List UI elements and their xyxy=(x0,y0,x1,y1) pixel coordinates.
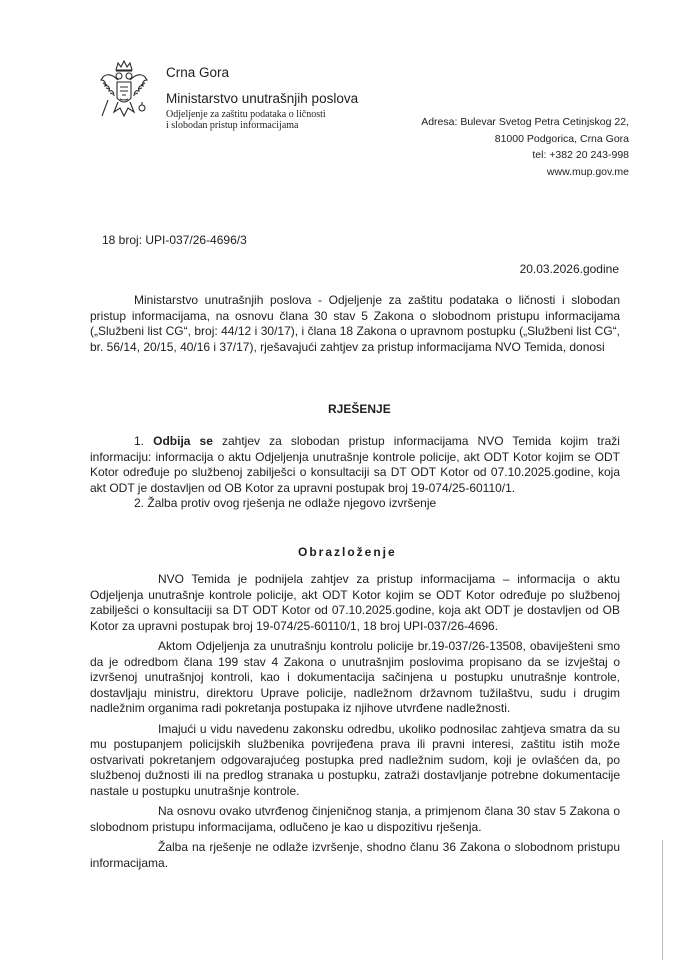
decision-1-number: 1. xyxy=(134,434,145,448)
decision-1-text: zahtjev za slobodan pristup informacijama NVO Temida kojim traži informaciju: informacija o aktu Odjeljenja unutrašnje kontrole policije, akt ODT Kotor kojim se ODT Kotor određuje po službenoj zabilješci o konsultaciji sa DT ODT Kotor od 07.10.2025.godine, koja akt ODT je dostavljen od OB Kotor za upravni postupak broj 19-074/25-60110/1. xyxy=(90,434,620,495)
website: www.mup.gov.me xyxy=(546,165,629,178)
decision-1-bold: Odbija se xyxy=(153,434,213,448)
reasoning-heading: Obrazloženje xyxy=(298,545,397,559)
reasoning-paragraph-1: NVO Temida je podnijela zahtjev za pristup informacijama – informacija o aktu Odjeljenja unutrašnje kontrole policije, akt ODT Kotor kojim se ODT Kotor određuje po službenoj zabilješci o konsultaciji sa DT ODT Kotor od 07.10.2025.godine, koja akt ODT je dostavljen od OB Kotor za upravni postupak broj 19-074/25-60110/1, 18 broj UPI-037/26-4696. xyxy=(90,572,620,633)
department-name xyxy=(166,109,326,131)
address-line-2: 81000 Podgorica, Crna Gora xyxy=(494,132,629,145)
phone: tel: +382 20 243-998 xyxy=(532,149,629,161)
reasoning-paragraph-3: Imajući u vidu navedenu zakonsku odredbu, ukoliko podnosilac zahtjeva smatra da su mu postupanjem policijskih službenika povrijeđena prava ili pravni interesi, zaštitu istih može ostvarivati pokretanjem odgovarajućeg postupka pred nadležnim sudom, koji je ovlašćen da, po službenoj dužnosti ili na predlog stranaka u postupku, zatraži dostavljanje potrebne dokumentacije nastale u postupku unutrašnje kontrole. xyxy=(90,721,620,798)
document-number: 18 broj: UPI-037/26-4696/3 xyxy=(102,233,247,247)
decision-item-2 xyxy=(90,496,620,512)
reasoning-paragraph-4: Na osnovu ovako utvrđenog činjeničnog stanja, a primjenom člana 30 stav 5 Zakona o slobodnom pristupu informacijama, odlučeno je kao u dispozitivu rješenja. xyxy=(90,804,620,834)
decision-item-1 xyxy=(90,434,620,496)
decision-2-number: 2. xyxy=(134,496,145,510)
address-line-1: Adresa: Bulevar Svetog Petra Cetinjskog 22, xyxy=(421,116,629,128)
ministry-name: Ministarstvo unutrašnjih poslova xyxy=(166,91,359,106)
reasoning-paragraph-5: Žalba na rješenje ne odlaže izvršenje, shodno članu 36 Zakona o slobodnom pristupu informacijama. xyxy=(90,840,620,870)
intro-paragraph: Ministarstvo unutrašnjih poslova - Odjeljenje za zaštitu podataka o ličnosti i slobodan pristup informacijama, na osnovu člana 30 stav 5 Zakona o slobodnom pristupu informacijama („Službeni list CG“, broj: 44/12 i 30/17), i člana 18 Zakona o upravnom postupku („Službeni list CG“, br. 56/14, 20/15, 40/16 i 37/17), rješavajući zahtjev za pristup informacijama NVO Temida, donosi xyxy=(90,293,620,354)
decision-2-text: Žalba protiv ovog rješenja ne odlaže njegovo izvršenje xyxy=(147,496,437,510)
country-name: Crna Gora xyxy=(166,65,230,80)
reasoning-paragraph-2: Aktom Odjeljenja za unutrašnju kontrolu policije br.19-037/26-13508, obaviješteni smo da je odredbom člana 199 stav 4 Zakona o unutrašnjim poslovima propisano da se izvještaj o izvršenoj unutrašnjoj kontroli, kao i dokumentacija sačinjena u postupku unutrašnje kontrole, dostavljaju ministru, direktoru Uprave policije, nadležnom državnom tužilaštvu, sudu i drugim nadležnim organima radi pokretanja postupaka iz njihove utvrđene nadležnosti. xyxy=(90,639,620,715)
scan-edge-line xyxy=(662,840,663,960)
department-line-2: i slobodan pristup informacijama xyxy=(166,120,299,131)
decision-list xyxy=(90,434,620,512)
reasoning-section xyxy=(90,572,620,871)
department-line-1: Odjeljenje za zaštitu podataka o ličnosti xyxy=(166,109,326,120)
decision-heading: RJEŠENJE xyxy=(328,402,391,416)
document-date: 20.03.2026.godine xyxy=(519,262,619,276)
contact-block xyxy=(421,114,629,180)
coat-of-arms-icon xyxy=(98,58,150,124)
